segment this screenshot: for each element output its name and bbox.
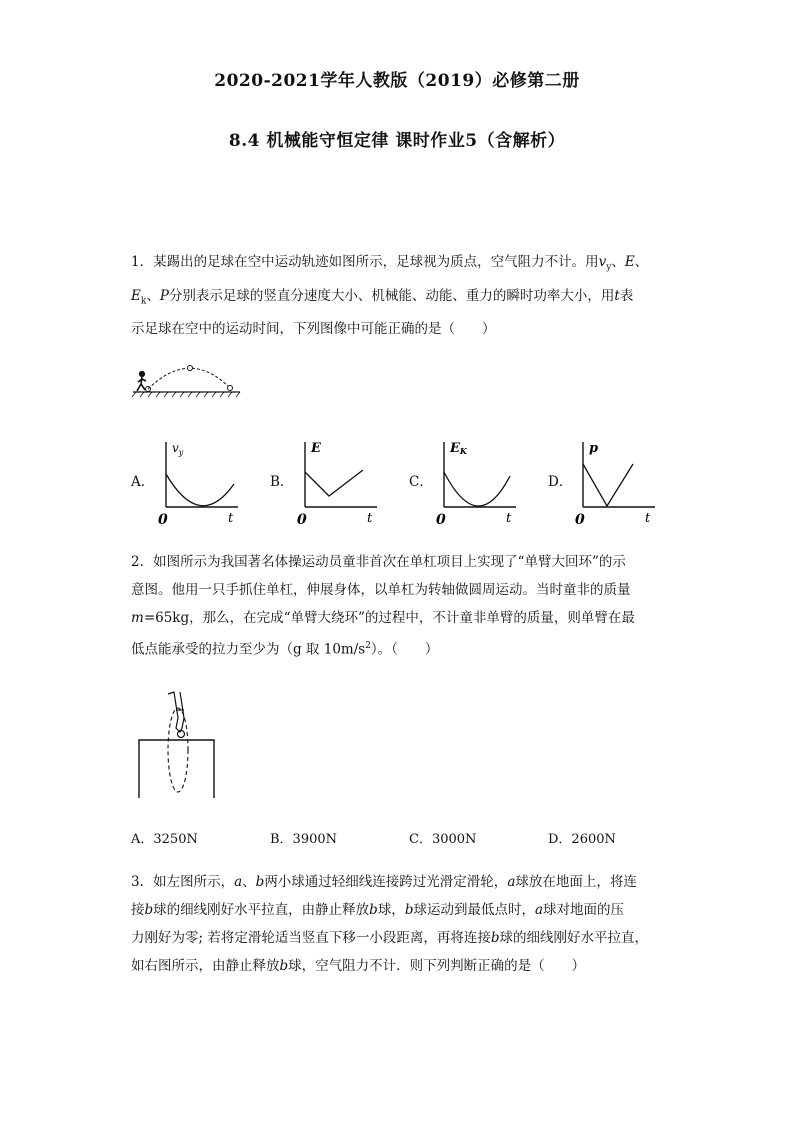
q2-choice-d[interactable]: D．2600N bbox=[548, 832, 616, 847]
football-trajectory-figure bbox=[130, 360, 245, 402]
q3-line-3: 力刚好为零; 若将定滑轮适当竖直下移一小段距离，再将连接b球的细线刚好水平拉直， bbox=[131, 930, 648, 946]
q1-line-2: $E_k$、P分别表示足球的竖直分速度大小、机械能、动能、重力的瞬时功率大小，用t表 bbox=[131, 287, 634, 307]
q3-line-1: 3．如左图所示，a、b两小球通过轻细线连接跨过光滑定滑轮，a球放在地面上，将连 bbox=[131, 874, 637, 890]
q2-choice-c[interactable]: C．3000N bbox=[409, 832, 477, 847]
q1-option-a-graph[interactable] bbox=[152, 432, 247, 527]
q1-a-origin: 0 bbox=[158, 512, 168, 527]
q1-a-ylabel: $v_y$ bbox=[172, 441, 184, 457]
question-3-text bbox=[131, 868, 671, 980]
kicker-figure bbox=[137, 371, 146, 391]
q2-choice-b[interactable]: B．3900N bbox=[270, 832, 338, 847]
question-2-text bbox=[131, 548, 671, 664]
q1-line-3: 示足球在空中的运动时间，下列图像中可能正确的是（ ） bbox=[131, 321, 496, 338]
document-title: 2020-2021学年人教版（2019）必修第二册 bbox=[214, 71, 580, 91]
q1-c-ylabel: EK bbox=[450, 441, 467, 456]
q1-line-1: 1．某踢出的足球在空中运动轨迹如图所示，足球视为质点，空气阻力不计。用$v_y$、E、 bbox=[131, 254, 649, 273]
q1-c-origin: 0 bbox=[436, 512, 446, 527]
q1-b-ylabel: E bbox=[311, 441, 321, 456]
gymnast-figure bbox=[168, 692, 185, 738]
q1-option-c-graph[interactable] bbox=[430, 432, 525, 527]
q3-line-4: 如右图所示，由静止释放b球，空气阻力不计．则下列判断正确的是（ ） bbox=[131, 958, 586, 974]
q1-d-xlabel: t bbox=[645, 511, 651, 526]
q1-option-a-label[interactable]: A． bbox=[131, 474, 155, 490]
q1-option-c-label[interactable]: C． bbox=[409, 474, 433, 490]
q1-d-ylabel: p bbox=[589, 441, 599, 456]
q2-line-3: m=65kg，那么，在完成“单臂大绕环”的过程中，不计童非单臂的质量，则单臂在最 bbox=[131, 610, 635, 626]
q1-a-xlabel: t bbox=[228, 511, 234, 526]
q1-option-d-graph[interactable] bbox=[569, 432, 664, 527]
q1-d-origin: 0 bbox=[575, 512, 585, 527]
q2-line-2: 意图。他用一只手抓住单杠，伸展身体，以单杠为转轴做圆周运动。当时童非的质量 bbox=[131, 582, 631, 598]
high-bar-figure bbox=[132, 688, 224, 800]
q2-line-4: 低点能承受的拉力至少为（g 取 $10m/s^2$）。（ ） bbox=[131, 641, 439, 658]
question-1-text bbox=[131, 248, 671, 343]
q1-option-b-label[interactable]: B． bbox=[270, 474, 294, 490]
q1-c-xlabel: t bbox=[506, 511, 512, 526]
document-subtitle: 8.4 机械能守恒定律 课时作业5（含解析） bbox=[228, 131, 566, 151]
q1-option-b-graph[interactable] bbox=[291, 432, 386, 527]
q1-b-origin: 0 bbox=[297, 512, 307, 527]
q1-option-d-label[interactable]: D． bbox=[548, 474, 573, 490]
q2-line-1: 2．如图所示为我国著名体操运动员童非首次在单杠项目上实现了“单臂大回环”的示 bbox=[131, 554, 626, 570]
q3-line-2: 接b球的细线刚好水平拉直，由静止释放b球，b球运动到最低点时，a球对地面的压 bbox=[131, 902, 625, 918]
q1-b-xlabel: t bbox=[367, 511, 373, 526]
q2-choice-a[interactable]: A．3250N bbox=[131, 832, 198, 847]
